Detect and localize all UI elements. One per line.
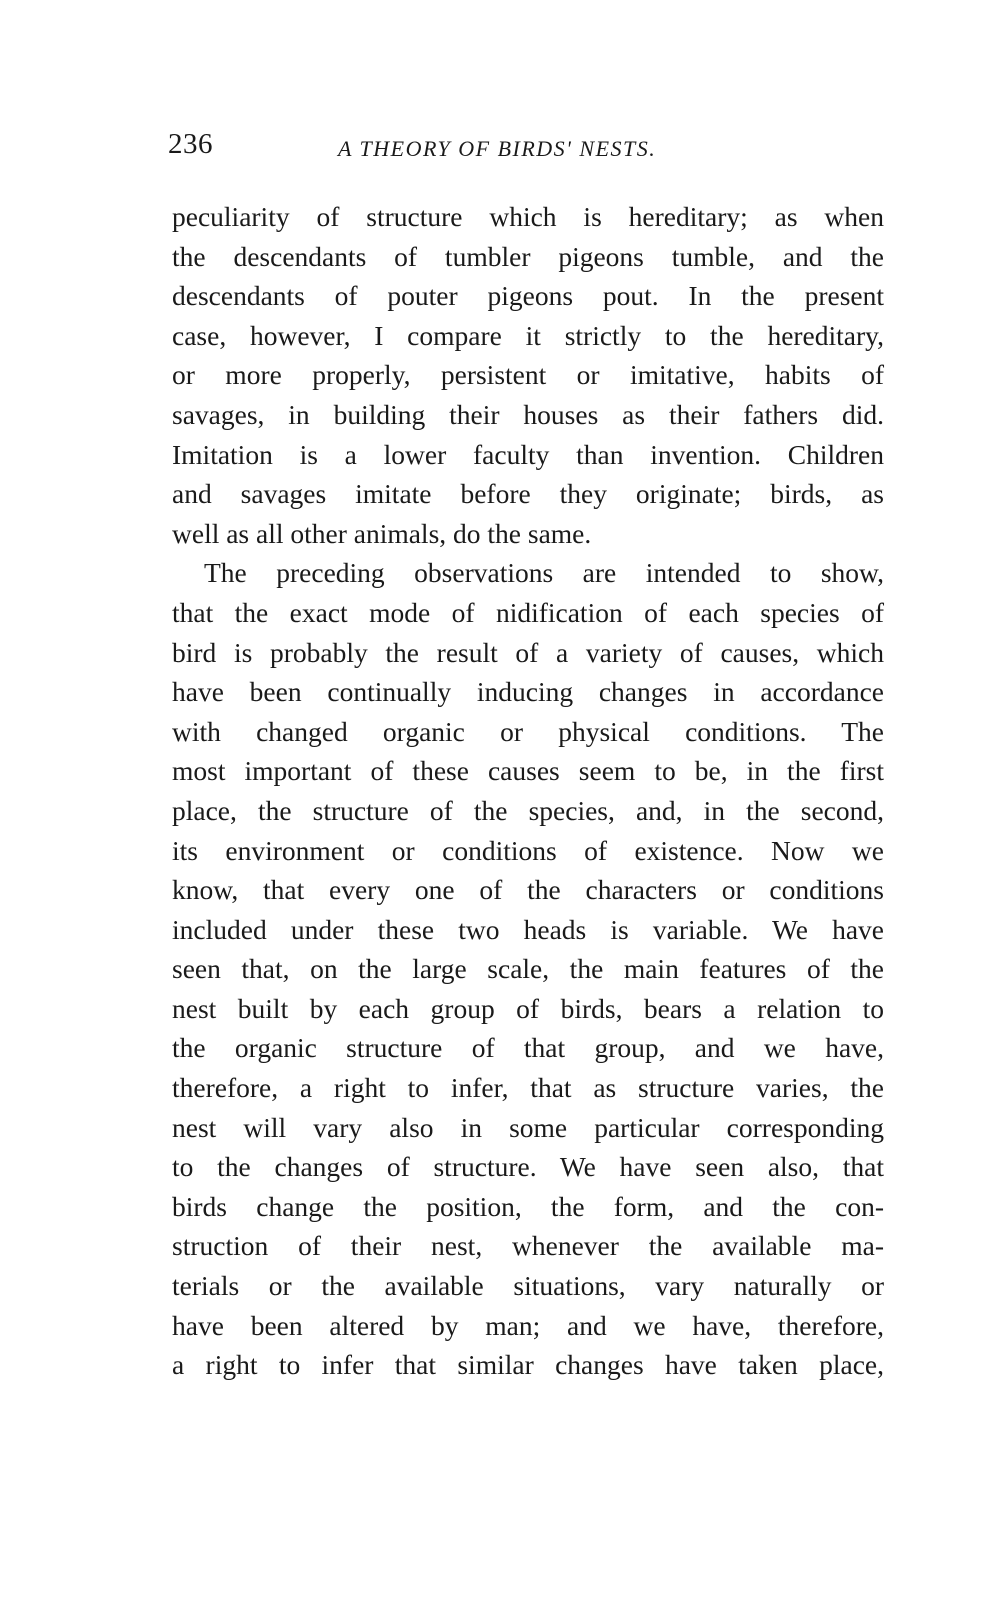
paragraph (172, 197, 884, 553)
text-line: most important of these causes seem to be, in the first (172, 755, 884, 787)
text-line: its environment or conditions of existence. Now we (172, 834, 884, 866)
text-line: the organic structure of that group, and we have, (172, 1032, 884, 1064)
text-line: nest built by each group of birds, bears a relation to (172, 992, 884, 1024)
text-line: or more properly, persistent or imitative, habits of (172, 359, 884, 391)
text-line: know, that every one of the characters or conditions (172, 874, 884, 906)
text-line: included under these two heads is variable. We have (172, 913, 884, 945)
text-line: case, however, I compare it strictly to the hereditary, (172, 319, 884, 351)
text-line: the descendants of tumbler pigeons tumble, and the (172, 240, 884, 272)
text-line: descendants of pouter pigeons pout. In the present (172, 280, 884, 312)
text-line: place, the structure of the species, and, in the second, (172, 794, 884, 826)
running-title: A THEORY OF BIRDS' NESTS. (338, 136, 657, 161)
text-line: birds change the position, the form, and the con- (172, 1190, 884, 1222)
paragraph (172, 553, 884, 1384)
text-line: have been continually inducing changes in accordance (172, 676, 884, 708)
text-line: bird is probably the result of a variety of causes, which (172, 636, 884, 668)
text-line: nest will vary also in some particular corresponding (172, 1111, 884, 1143)
page-number: 236 (168, 128, 213, 160)
text-line: that the exact mode of nidification of each species of (172, 596, 884, 628)
page-header (168, 128, 884, 168)
text-line: struction of their nest, whenever the available ma- (172, 1230, 884, 1262)
text-line: well as all other animals, do the same. (172, 517, 592, 549)
text-line: savages, in building their houses as their fathers did. (172, 398, 884, 430)
text-line: peculiarity of structure which is hereditary; as when (172, 201, 884, 232)
text-line: Imitation is a lower faculty than invention. Children (172, 438, 884, 470)
text-line: terials or the available situations, vary naturally or (172, 1270, 884, 1302)
text-line: and savages imitate before they originate; birds, as (172, 478, 884, 510)
text-line: to the changes of structure. We have seen also, that (172, 1151, 884, 1183)
text-line: seen that, on the large scale, the main features of the (172, 953, 884, 985)
text-line: a right to infer that similar changes have taken place, (172, 1349, 884, 1381)
text-line: have been altered by man; and we have, therefore, (172, 1309, 884, 1341)
text-line: with changed organic or physical conditions. The (172, 715, 884, 747)
text-line: therefore, a right to infer, that as structure varies, the (172, 1072, 884, 1104)
text-line: The preceding observations are intended to show, (204, 557, 884, 589)
body-text (172, 197, 884, 1385)
